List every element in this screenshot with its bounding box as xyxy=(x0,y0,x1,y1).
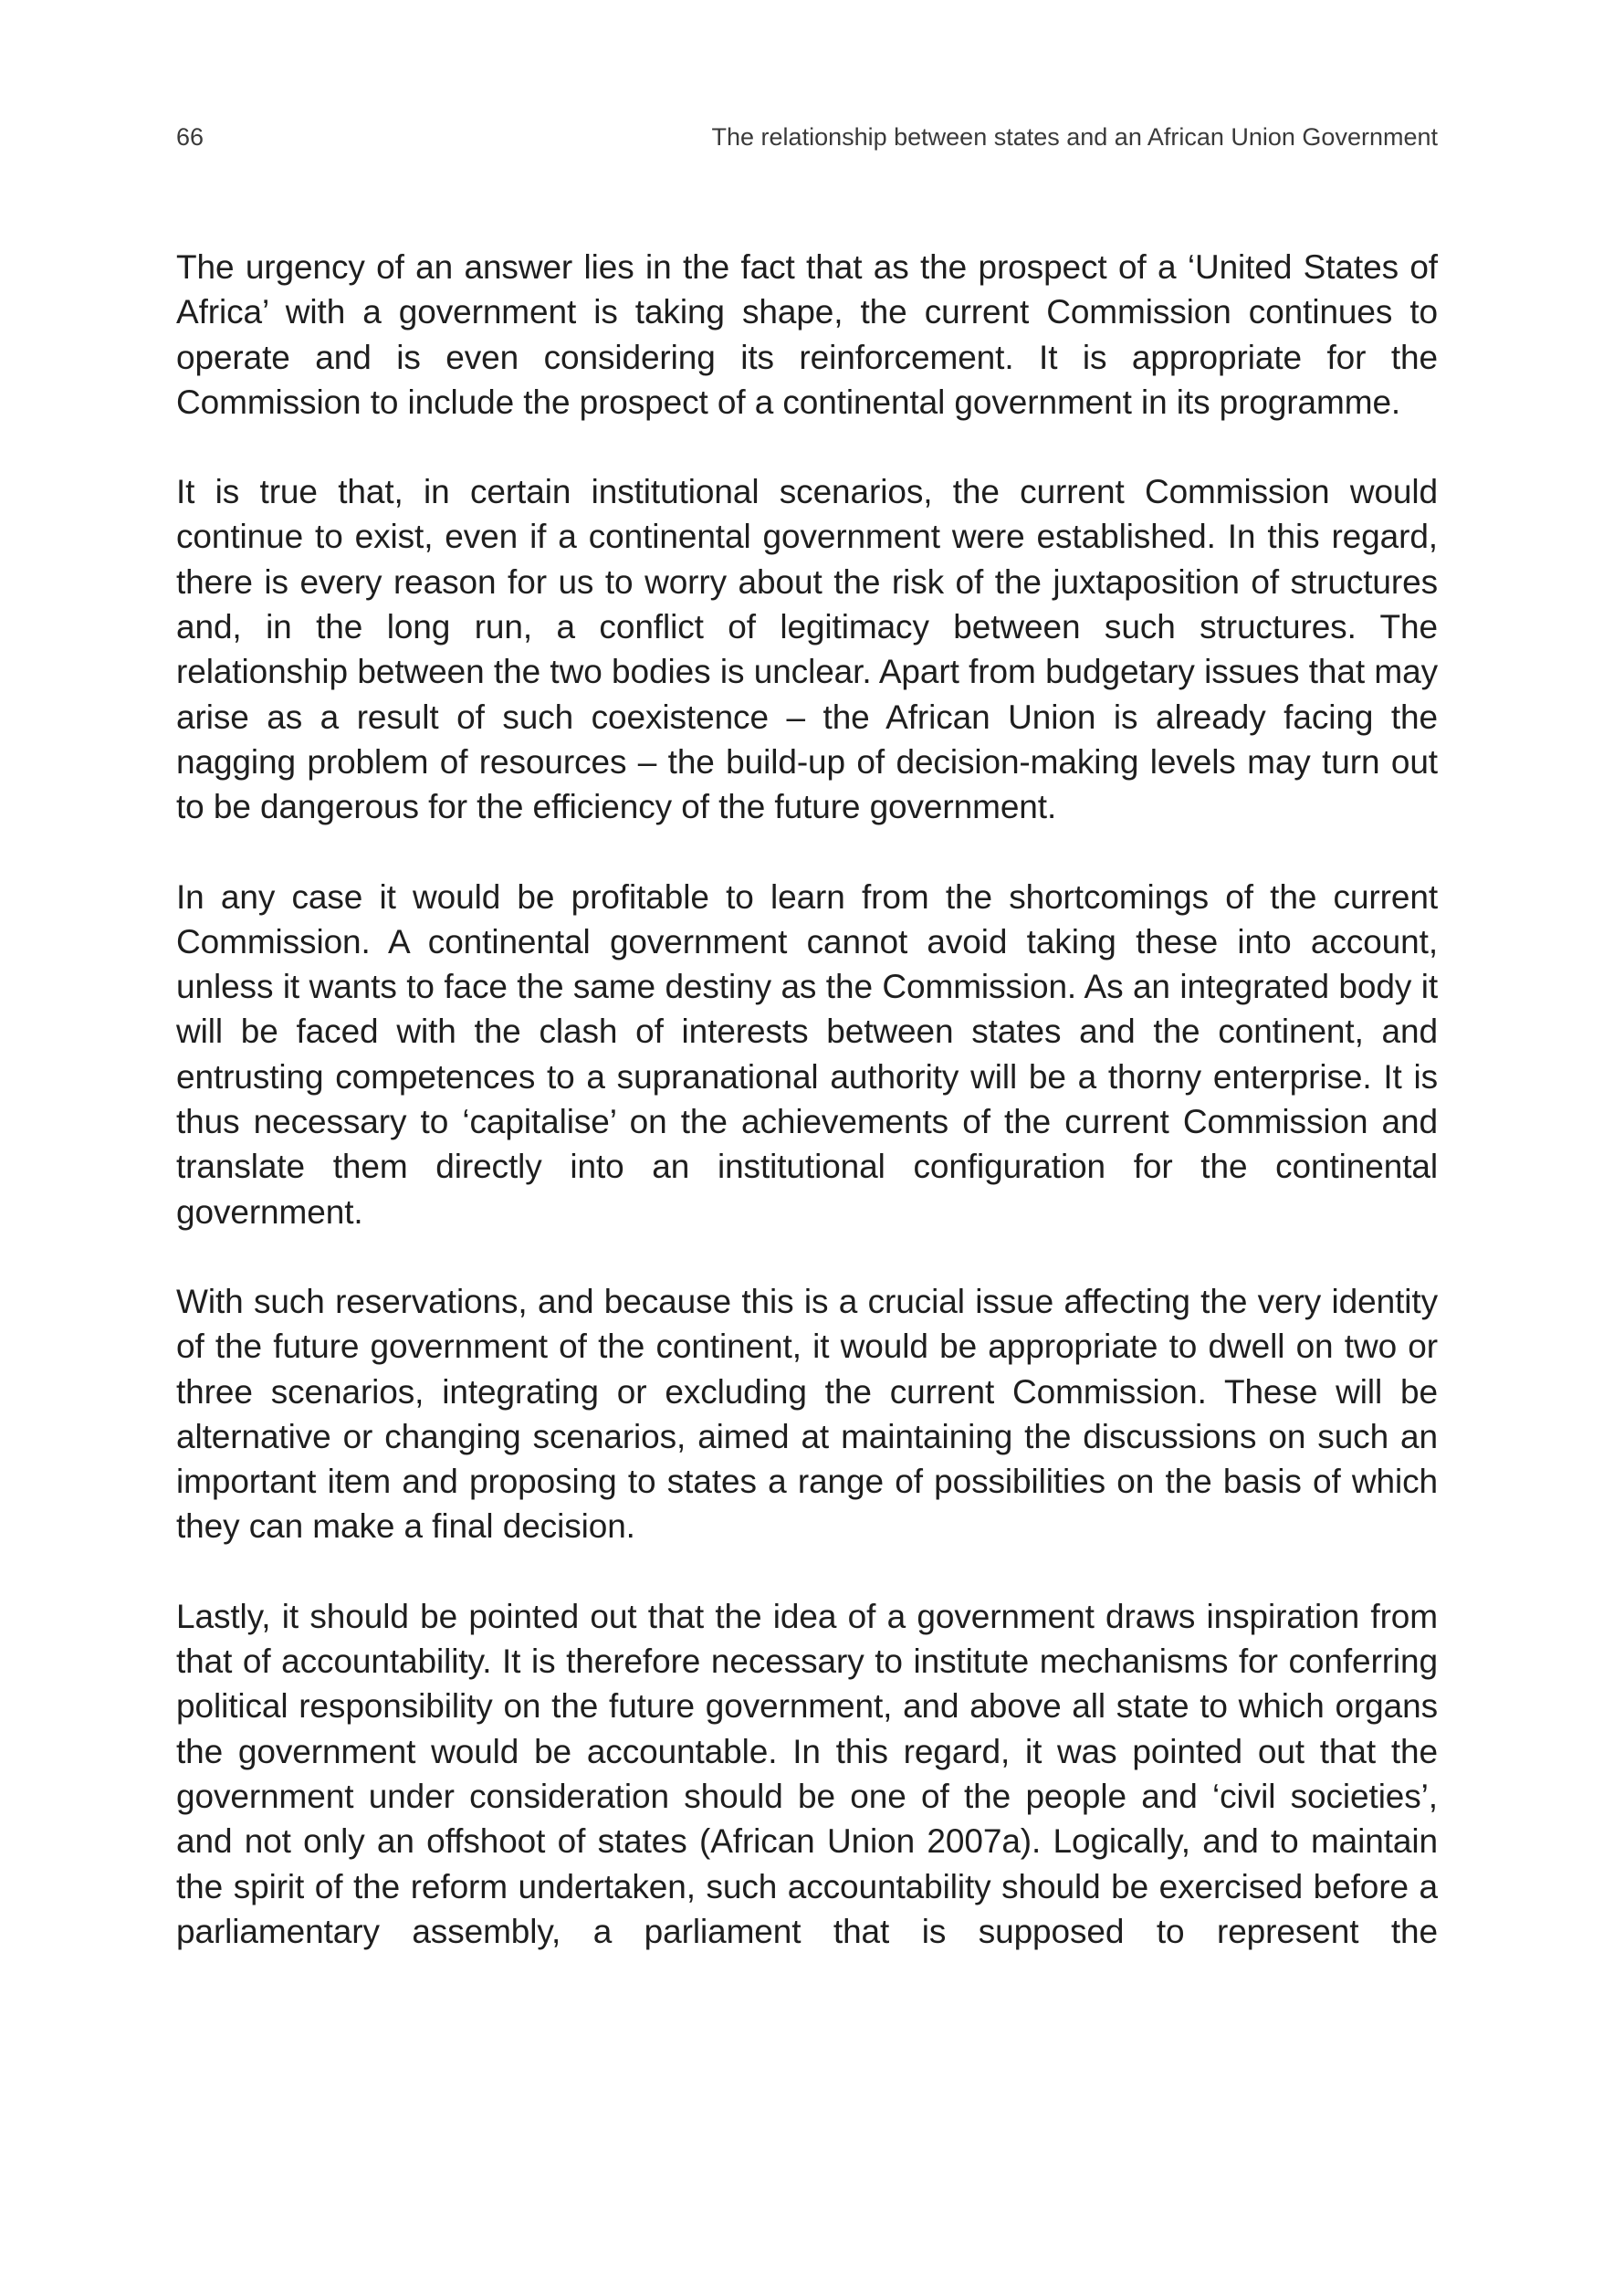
running-title: The relationship between states and an African Union Government xyxy=(711,123,1438,151)
paragraph: It is true that, in certain institutional scenarios, the current Commission would continue to exist, even if a continental government were established. In this regard, there is every reason for us to worry about the risk of the juxtaposition of structures and, in the long run, a conflict of legitimacy between such structures. The relationship between the two bodies is unclear. Apart from budgetary issues that may arise as a result of such coexistence – the African Union is already facing the nagging problem of resources – the build-up of decision-making levels may turn out to be dangerous for the efficiency of the future government. xyxy=(176,473,1438,826)
page-number: 66 xyxy=(176,123,204,151)
paragraph: The urgency of an answer lies in the fact that as the prospect of a ‘United States of Africa’ with a government is taking shape, the current Commission continues to operate and is even considering its reinforcement. It is appropriate for the Commission to include the prospect of a continental government in its programme. xyxy=(176,248,1438,421)
paragraph: With such reservations, and because this is a crucial issue affecting the very identity of the future government of the continent, it would be appropriate to dwell on two or three scenarios, integrating or excluding the current Commission. These will be alternative or changing scenarios, aimed at maintaining the discussions on such an important item and proposing to states a range of possibilities on the basis of which they can make a final decision. xyxy=(176,1282,1438,1546)
body-text xyxy=(176,245,1438,1954)
running-header xyxy=(176,119,1438,155)
paragraph: Lastly, it should be pointed out that the idea of a government draws inspiration from that of accountability. It is therefore necessary to institute mechanisms for conferring political responsibility on the future government, and above all state to which organs the government would be accountable. In this regard, it was pointed out that the government under consideration should be one of the people and ‘civil societies’, and not only an offshoot of states (African Union 2007a). Logically, and to maintain the spirit of the reform undertaken, such accountability should be exercised before a parliamentary assembly, a parliament that is supposed to represent the xyxy=(176,1597,1438,1950)
paragraph: In any case it would be profitable to learn from the shortcomings of the current Commission. A continental government cannot avoid taking these into account, unless it wants to face the same destiny as the Commission. As an integrated body it will be faced with the clash of interests between states and the continent, and entrusting competences to a supranational authority will be a thorny enterprise. It is thus necessary to ‘capitalise’ on the achievements of the current Commission and translate them directly into an institutional configuration for the continental government. xyxy=(176,877,1438,1231)
